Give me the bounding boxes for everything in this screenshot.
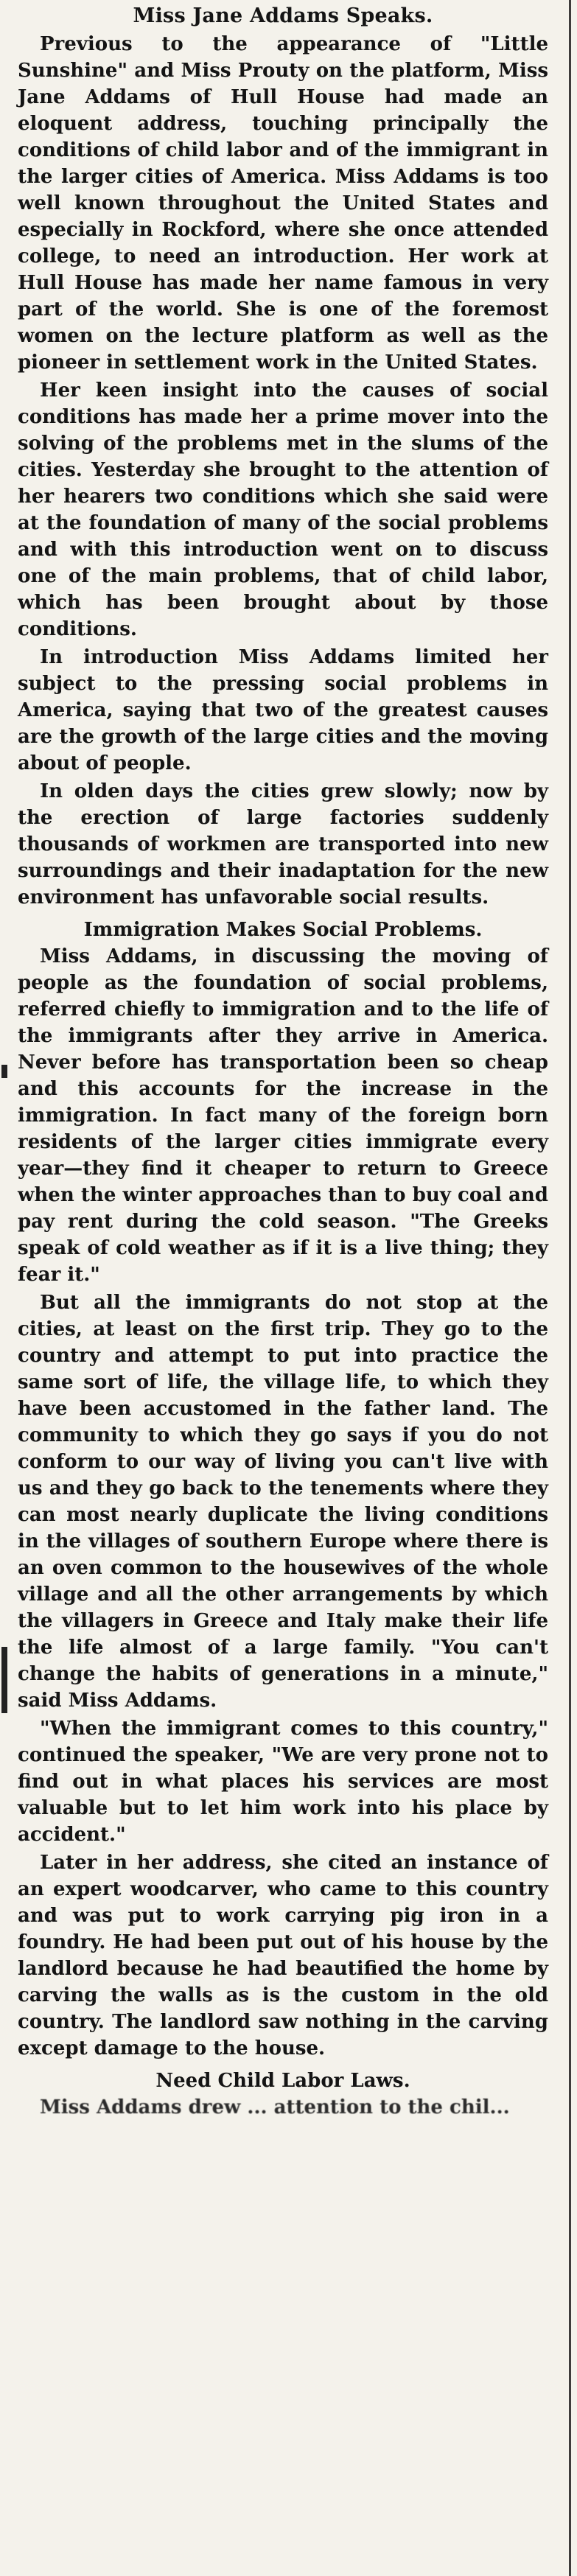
article-paragraph: But all the immigrants do not stop at the cities, at least on the first trip. They go to the country and attempt to put into practice the same sort of life, the village life, to which they have been accustomed in the father land. The community to which they go says if you do not conform to our way of living you can't live with us and they go back to the tenements where they can most nearly duplicate the living conditions in the villages of southern Europe where there is an oven common to the housewives of the whole village and all the other arrangements by which the villagers in Greece and Italy make their life the life almost of a large family. "You can't change the habits of generations in a minute," said Miss Addams.: [18, 1292, 548, 1712]
article-paragraph: Her keen insight into the causes of social conditions has made her a prime mover into the solving of the problems met in the slums of the cities. Yesterday she brought to the attention of her hearers two conditions which she said were at the foundation of many of the social problems and with this introduction went on to discuss one of the main problems, that of child labor, which has been brought about by those conditions.: [18, 379, 548, 640]
article-paragraph: In introduction Miss Addams limited her subject to the pressing social problems in America, saying that two of the greatest causes are the growth of the large cities and the moving about of people.: [18, 646, 548, 774]
section-heading-child-labor: Need Child Labor Laws.: [155, 2070, 410, 2092]
article-paragraph: In olden days the cities grew slowly; now by the erection of large factories suddenly thousands of workmen are transported into new surroundings and their inadaptation for the new environment has unfavorable social results.: [18, 780, 548, 909]
article-column: [18, 0, 548, 2121]
article-paragraph: "When the immigrant comes to this country," continued the speaker, "We are very prone not to find out in what places his services are most valuable but to let him work into his place by accident.": [18, 1718, 548, 1846]
section-heading-immigration: Immigration Makes Social Problems.: [83, 919, 483, 941]
article-paragraph: Miss Addams, in discussing the moving of people as the foundation of social problems, referred chiefly to immigration and to the life of the immigrants after they arrive in America. Never before has transportation been so cheap and this accounts for the increase in the immigration. In fact many of the foreign born residents of the larger cities immigrate every year—they find it cheaper to return to Greece when the winter approaches than to buy coal and pay rent during the cold season. "The Greeks speak of cold weather as if it is a live thing; they fear it.": [18, 945, 548, 1286]
article-headline: Miss Jane Addams Speaks.: [133, 4, 433, 27]
column-rule: [569, 0, 571, 2576]
article-paragraph: Later in her address, she cited an instance of an expert woodcarver, who came to this country and was put to work carrying pig iron in a foundry. He had been put out of his house by the landlord because he had beautified the home by carving the walls as is the custom in the old country. The landlord saw nothing in the carving except damage to the house.: [18, 1852, 548, 2059]
article-paragraph-cutoff: Miss Addams drew ... attention to the chil...: [40, 2096, 510, 2118]
scan-edge-marks: [0, 0, 10, 2576]
article-paragraph: Previous to the appearance of "Little Sunshine" and Miss Prouty on the platform, Miss Jane Addams of Hull House had made an eloquent address, touching principally the conditions of child labor and of the immigrant in the larger cities of America. Miss Addams is too well known throughout the United States and especially in Rockford, where she once attended college, to need an introduction. Her work at Hull House has made her name famous in very part of the world. She is one of the foremost women on the lecture platform as well as the pioneer in settlement work in the United States.: [18, 33, 548, 374]
